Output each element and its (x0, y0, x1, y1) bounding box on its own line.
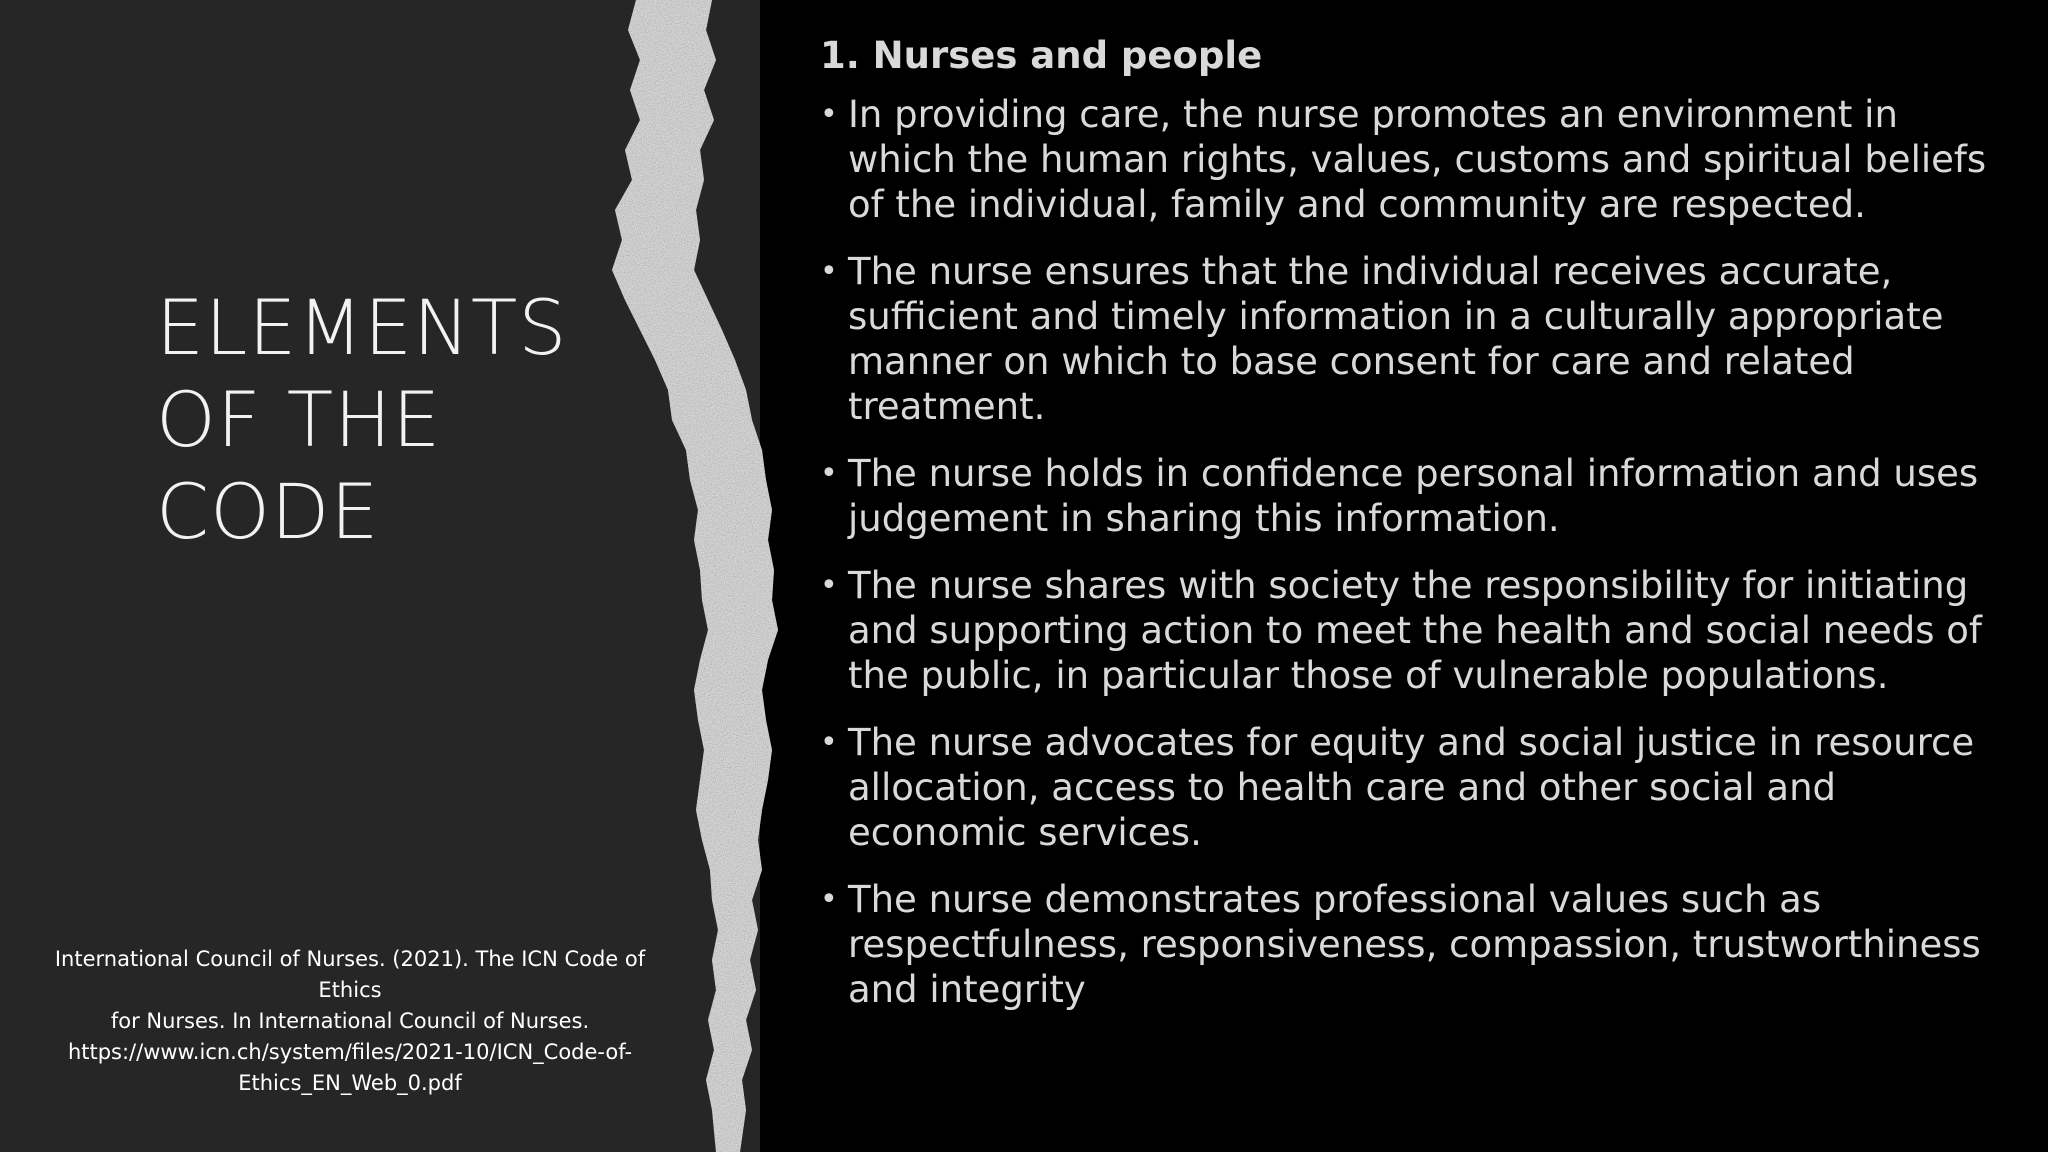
title-line: ELEMENTS (156, 283, 568, 372)
bullet-text: The nurse ensures that the individual receives accurate, sufficient and timely information in a culturally appropriate manner on which to base consent for care and related treatment. (848, 250, 1944, 428)
title-line: CODE (156, 467, 380, 556)
bullet-icon: • (820, 725, 838, 760)
bullet-item (820, 92, 2000, 227)
bullet-icon: • (820, 456, 838, 491)
bullet-text: The nurse shares with society the responsibility for initiating and supporting action to meet the health and social needs of the public, in particular those of vulnerable populations. (848, 564, 1982, 697)
bullet-list (820, 92, 2000, 1012)
bullet-icon: • (820, 568, 838, 603)
bullet-item (820, 563, 2000, 698)
section-heading: 1. Nurses and people (820, 34, 1263, 77)
citation-line: International Council of Nurses. (2021). The ICN Code of Ethics (54, 947, 646, 1002)
bullet-text: The nurse demonstrates professional values such as respectfulness, responsiveness, compassion, trustworthiness and integrity (848, 878, 1981, 1011)
bullet-icon: • (820, 97, 838, 132)
bullet-text: In providing care, the nurse promotes an environment in which the human rights, values, customs and spiritual beliefs of the individual, family and community are respected. (848, 93, 1987, 226)
content-area (820, 28, 2000, 1034)
slide-title (156, 282, 636, 558)
citation-line: for Nurses. In International Council of Nurses. (110, 1009, 590, 1033)
bullet-text: The nurse advocates for equity and social justice in resource allocation, access to health care and other social and economic services. (848, 721, 1975, 854)
title-line: OF THE (156, 375, 442, 464)
bullet-text: The nurse holds in confidence personal information and uses judgement in sharing this information. (848, 452, 1979, 540)
citation-line: Ethics_EN_Web_0.pdf (238, 1071, 462, 1095)
citation (20, 944, 680, 1099)
bullet-item (820, 249, 2000, 429)
bullet-item (820, 451, 2000, 541)
bullet-item (820, 720, 2000, 855)
citation-line: https://www.icn.ch/system/files/2021-10/ICN_Code-of- (67, 1040, 633, 1064)
bullet-item (820, 877, 2000, 1012)
bullet-icon: • (820, 882, 838, 917)
bullet-icon: • (820, 254, 838, 289)
